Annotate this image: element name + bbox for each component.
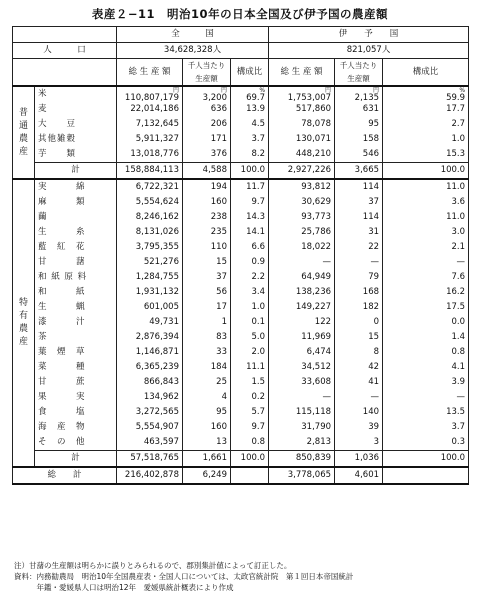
- cell-i-per: 168: [335, 285, 383, 300]
- cell-i-per: 79: [335, 270, 383, 285]
- row-label: 大 豆: [35, 117, 117, 132]
- cell-i-total: 3,778,065: [269, 467, 335, 484]
- cell-value: 110,807,179: [124, 92, 179, 103]
- row-label: 其他雑穀: [35, 132, 117, 147]
- cell-value: 2,135: [354, 92, 380, 103]
- cell-i-ratio: —: [383, 390, 469, 405]
- cell-z-per: 6,249: [183, 467, 231, 484]
- col-iyo-ratio: 構成比: [383, 59, 469, 87]
- header-blank: [13, 27, 117, 43]
- cell-z-per: 1,661: [183, 451, 231, 468]
- cell-z-ratio: 0.1: [231, 315, 269, 330]
- population-zenkoku: 34,628,328人: [117, 43, 269, 59]
- cell-z-total: 57,518,765: [117, 451, 183, 468]
- cell-i-total: 78,078: [269, 117, 335, 132]
- row-label: 和 紙 原 料: [35, 270, 117, 285]
- cell-z-per: [183, 86, 231, 102]
- cell-i-per: 114: [335, 179, 383, 195]
- cell-i-ratio: 3.6: [383, 195, 469, 210]
- cell-z-ratio: 11.1: [231, 360, 269, 375]
- cell-z-total: 22,014,186: [117, 102, 183, 117]
- header-blank-2: [13, 59, 117, 87]
- cell-i-ratio: 1.4: [383, 330, 469, 345]
- cell-i-per: —: [335, 390, 383, 405]
- table-row: [13, 330, 469, 345]
- futsu-section: [13, 86, 469, 179]
- subtotal-row: [13, 163, 469, 180]
- cell-i-ratio: 16.2: [383, 285, 469, 300]
- unit-mark: 円: [220, 86, 227, 94]
- cell-z-ratio: 100.0: [231, 451, 269, 468]
- cell-i-per: 4,601: [335, 467, 383, 484]
- table-row: [13, 360, 469, 375]
- group-label-tokuyu: 特 有 農 産: [13, 179, 35, 467]
- table-row: [13, 315, 469, 330]
- cell-z-total: 1,284,755: [117, 270, 183, 285]
- cell-z-total: 1,146,871: [117, 345, 183, 360]
- group-label-futsu: 普 通 農 産: [13, 86, 35, 179]
- cell-z-ratio: 14.3: [231, 210, 269, 225]
- notes: [14, 560, 472, 593]
- cell-i-per: 3: [335, 435, 383, 451]
- cell-i-per: 39: [335, 420, 383, 435]
- table-row: [13, 390, 469, 405]
- cell-z-per: 238: [183, 210, 231, 225]
- cell-i-total: 149,227: [269, 300, 335, 315]
- table-row: [13, 255, 469, 270]
- population-iyo: 821,057人: [269, 43, 469, 59]
- cell-z-ratio: 0.2: [231, 390, 269, 405]
- cell-z-per: 376: [183, 147, 231, 163]
- cell-i-ratio: 7.6: [383, 270, 469, 285]
- cell-z-total: 3,795,355: [117, 240, 183, 255]
- cell-i-total: 6,474: [269, 345, 335, 360]
- cell-z-total: 521,276: [117, 255, 183, 270]
- row-label: 果 実: [35, 390, 117, 405]
- col-iyo-per: 千人当たり生産額: [335, 59, 383, 87]
- cell-i-per: 95: [335, 117, 383, 132]
- header-row-region: [13, 27, 469, 43]
- cell-z-total: 6,365,239: [117, 360, 183, 375]
- cell-z-total: 866,843: [117, 375, 183, 390]
- table-row: [13, 147, 469, 163]
- cell-i-total: 2,813: [269, 435, 335, 451]
- col-zenkoku-ratio: 構成比: [231, 59, 269, 87]
- note-line: 年鑑・愛媛県人口は明治12年 愛媛県統計概表により作成: [14, 583, 234, 592]
- cell-i-ratio: 17.5: [383, 300, 469, 315]
- cell-i-total: [269, 86, 335, 102]
- unit-mark: 円: [172, 86, 179, 94]
- row-label: 麻 類: [35, 195, 117, 210]
- cell-z-per: 206: [183, 117, 231, 132]
- cell-i-ratio: 0.8: [383, 345, 469, 360]
- page-title: 表産２−11 明治10年の日本全国及び伊予国の農産額: [91, 7, 389, 21]
- cell-z-total: 5,554,624: [117, 195, 183, 210]
- cell-z-ratio: 9.7: [231, 420, 269, 435]
- cell-z-per: 184: [183, 360, 231, 375]
- cell-z-total: 49,731: [117, 315, 183, 330]
- cell-i-total: 25,786: [269, 225, 335, 240]
- cell-i-total: 18,022: [269, 240, 335, 255]
- cell-i-total: 517,860: [269, 102, 335, 117]
- cell-z-ratio: 0.8: [231, 435, 269, 451]
- cell-i-per: 42: [335, 360, 383, 375]
- table-row: [13, 420, 469, 435]
- cell-i-per: [335, 86, 383, 102]
- cell-z-per: 1: [183, 315, 231, 330]
- cell-z-total: 8,246,162: [117, 210, 183, 225]
- header-iyo: 伊 予 国: [269, 27, 469, 43]
- table-row: [13, 270, 469, 285]
- table-row: [13, 179, 469, 195]
- cell-z-ratio: 1.0: [231, 300, 269, 315]
- cell-z-per: 160: [183, 195, 231, 210]
- cell-i-ratio: 0.3: [383, 435, 469, 451]
- cell-z-per: 33: [183, 345, 231, 360]
- cell-z-per: 110: [183, 240, 231, 255]
- row-label: 甘 蔗: [35, 375, 117, 390]
- table-row: [13, 375, 469, 390]
- unit-mark: %: [459, 86, 466, 94]
- cell-i-per: 0: [335, 315, 383, 330]
- cell-i-per: 31: [335, 225, 383, 240]
- table-row: [13, 225, 469, 240]
- cell-z-per: 25: [183, 375, 231, 390]
- cell-z-per: 15: [183, 255, 231, 270]
- cell-i-per: 22: [335, 240, 383, 255]
- grand-total-section: [13, 467, 469, 484]
- cell-z-total: 3,272,565: [117, 405, 183, 420]
- cell-z-per: 17: [183, 300, 231, 315]
- cell-i-per: 114: [335, 210, 383, 225]
- cell-i-ratio: 17.7: [383, 102, 469, 117]
- cell-z-total: [117, 86, 183, 102]
- cell-z-ratio: 9.7: [231, 195, 269, 210]
- cell-z-ratio: 4.5: [231, 117, 269, 132]
- cell-i-total: 93,812: [269, 179, 335, 195]
- table-row: [13, 86, 469, 102]
- grand-total-row: [13, 467, 469, 484]
- cell-z-per: 235: [183, 225, 231, 240]
- cell-i-total: —: [269, 255, 335, 270]
- cell-i-ratio: —: [383, 255, 469, 270]
- cell-z-total: 134,962: [117, 390, 183, 405]
- header-zenkoku: 全 国: [117, 27, 269, 43]
- cell-i-total: 11,969: [269, 330, 335, 345]
- row-label: 藍 紅 花: [35, 240, 117, 255]
- cell-z-ratio: 1.5: [231, 375, 269, 390]
- cell-i-total: 2,927,226: [269, 163, 335, 180]
- note-line: 注）甘藷の生産額は明らかに誤りとみられるので、郡別集計値によって訂正した。: [14, 561, 292, 570]
- cell-i-ratio: 2.1: [383, 240, 469, 255]
- cell-i-ratio: 3.0: [383, 225, 469, 240]
- row-label: 繭: [35, 210, 117, 225]
- cell-z-total: 2,876,394: [117, 330, 183, 345]
- note-line: 資料：内務勧農局 明治10年全国農産表・全国人口については、太政官統計院 第１回日本帝国統計: [14, 572, 354, 581]
- table-row: [13, 117, 469, 132]
- cell-i-total: 33,608: [269, 375, 335, 390]
- cell-i-per: 182: [335, 300, 383, 315]
- cell-i-total: 31,790: [269, 420, 335, 435]
- cell-z-per: 4: [183, 390, 231, 405]
- row-label: 生 糸: [35, 225, 117, 240]
- cell-z-total: 8,131,026: [117, 225, 183, 240]
- cell-z-total: 7,132,645: [117, 117, 183, 132]
- row-label: 漆 汁: [35, 315, 117, 330]
- cell-z-total: 5,911,327: [117, 132, 183, 147]
- cell-value: 59.9: [446, 92, 466, 103]
- row-label: 茶: [35, 330, 117, 345]
- cell-i-per: 140: [335, 405, 383, 420]
- cell-z-ratio: [231, 467, 269, 484]
- table-row: [13, 102, 469, 117]
- cell-i-ratio: 11.0: [383, 179, 469, 195]
- cell-z-total: 1,931,132: [117, 285, 183, 300]
- table-row: [13, 195, 469, 210]
- row-label: 芋 類: [35, 147, 117, 163]
- col-zenkoku-per: 千人当たり生産額: [183, 59, 231, 87]
- cell-i-ratio: 15.3: [383, 147, 469, 163]
- unit-mark: %: [259, 86, 266, 94]
- cell-z-ratio: 6.6: [231, 240, 269, 255]
- cell-i-ratio: [383, 467, 469, 484]
- cell-i-ratio: 11.0: [383, 210, 469, 225]
- row-label: 総 計: [13, 467, 117, 484]
- cell-z-total: 601,005: [117, 300, 183, 315]
- cell-z-ratio: 5.0: [231, 330, 269, 345]
- population-row: [13, 43, 469, 59]
- cell-value: 69.7: [246, 92, 266, 103]
- cell-z-ratio: 14.1: [231, 225, 269, 240]
- row-label: 計: [35, 163, 117, 180]
- cell-i-ratio: 3.9: [383, 375, 469, 390]
- cell-z-per: 4,588: [183, 163, 231, 180]
- cell-i-per: 8: [335, 345, 383, 360]
- cell-i-ratio: 2.7: [383, 117, 469, 132]
- cell-z-total: 158,884,113: [117, 163, 183, 180]
- cell-i-total: 30,629: [269, 195, 335, 210]
- row-label: 麦: [35, 102, 117, 117]
- cell-z-ratio: 3.4: [231, 285, 269, 300]
- cell-i-per: 1,036: [335, 451, 383, 468]
- row-label: 米: [35, 86, 117, 102]
- cell-z-per: 194: [183, 179, 231, 195]
- table-row: [13, 345, 469, 360]
- unit-mark: 円: [373, 86, 380, 94]
- cell-i-per: 37: [335, 195, 383, 210]
- cell-i-ratio: 1.0: [383, 132, 469, 147]
- cell-i-total: 130,071: [269, 132, 335, 147]
- cell-i-per: 631: [335, 102, 383, 117]
- cell-z-ratio: 2.2: [231, 270, 269, 285]
- cell-z-total: 13,018,776: [117, 147, 183, 163]
- cell-i-ratio: 0.0: [383, 315, 469, 330]
- cell-z-per: 636: [183, 102, 231, 117]
- cell-i-ratio: 13.5: [383, 405, 469, 420]
- cell-z-ratio: 0.9: [231, 255, 269, 270]
- population-label: 人 口: [13, 43, 117, 59]
- table-row: [13, 405, 469, 420]
- cell-z-per: 171: [183, 132, 231, 147]
- cell-i-total: 850,839: [269, 451, 335, 468]
- cell-i-per: 41: [335, 375, 383, 390]
- cell-z-ratio: 3.7: [231, 132, 269, 147]
- table-row: [13, 132, 469, 147]
- table-row: [13, 210, 469, 225]
- cell-z-per: 160: [183, 420, 231, 435]
- row-label: 海 産 物: [35, 420, 117, 435]
- cell-z-total: 5,554,907: [117, 420, 183, 435]
- cell-z-ratio: [231, 86, 269, 102]
- row-label: 実 綿: [35, 179, 117, 195]
- cell-i-ratio: 100.0: [383, 451, 469, 468]
- cell-value: 3,200: [202, 92, 227, 103]
- cell-z-total: 216,402,878: [117, 467, 183, 484]
- table-row: [13, 300, 469, 315]
- cell-z-ratio: 2.0: [231, 345, 269, 360]
- col-iyo-total: 総 生 産 額: [269, 59, 335, 87]
- cell-z-per: 95: [183, 405, 231, 420]
- cell-i-total: 115,118: [269, 405, 335, 420]
- cell-i-ratio: 100.0: [383, 163, 469, 180]
- production-table: [12, 26, 469, 485]
- cell-z-per: 83: [183, 330, 231, 345]
- row-label: 食 塩: [35, 405, 117, 420]
- cell-z-ratio: 8.2: [231, 147, 269, 163]
- cell-i-ratio: 4.1: [383, 360, 469, 375]
- table-row: [13, 240, 469, 255]
- row-label: 生 蝋: [35, 300, 117, 315]
- cell-i-per: 546: [335, 147, 383, 163]
- subtotal-row: [13, 451, 469, 468]
- cell-z-ratio: 13.9: [231, 102, 269, 117]
- cell-i-total: 93,773: [269, 210, 335, 225]
- row-label: 葉 煙 草: [35, 345, 117, 360]
- cell-i-ratio: [383, 86, 469, 102]
- cell-z-per: 56: [183, 285, 231, 300]
- tokuyu-section: [13, 179, 469, 467]
- row-label: 甘 藷: [35, 255, 117, 270]
- cell-i-per: 158: [335, 132, 383, 147]
- cell-i-total: 122: [269, 315, 335, 330]
- header-row-columns: [13, 59, 469, 87]
- cell-i-total: 34,512: [269, 360, 335, 375]
- cell-i-total: 448,210: [269, 147, 335, 163]
- table-row: [13, 285, 469, 300]
- table-row: [13, 435, 469, 451]
- cell-i-per: 3,665: [335, 163, 383, 180]
- cell-i-per: —: [335, 255, 383, 270]
- cell-value: 1,753,007: [287, 92, 332, 103]
- cell-z-ratio: 11.7: [231, 179, 269, 195]
- unit-mark: 円: [325, 86, 332, 94]
- cell-z-ratio: 5.7: [231, 405, 269, 420]
- col-zenkoku-total: 総 生 産 額: [117, 59, 183, 87]
- row-label: 計: [35, 451, 117, 468]
- cell-i-total: 64,949: [269, 270, 335, 285]
- cell-z-ratio: 100.0: [231, 163, 269, 180]
- cell-i-total: —: [269, 390, 335, 405]
- cell-i-per: 15: [335, 330, 383, 345]
- cell-z-total: 6,722,321: [117, 179, 183, 195]
- row-label: 和 紙: [35, 285, 117, 300]
- row-label: 菜 種: [35, 360, 117, 375]
- cell-z-per: 13: [183, 435, 231, 451]
- cell-z-total: 463,597: [117, 435, 183, 451]
- cell-z-per: 37: [183, 270, 231, 285]
- cell-i-total: 138,236: [269, 285, 335, 300]
- row-label: そ の 他: [35, 435, 117, 451]
- cell-i-ratio: 3.7: [383, 420, 469, 435]
